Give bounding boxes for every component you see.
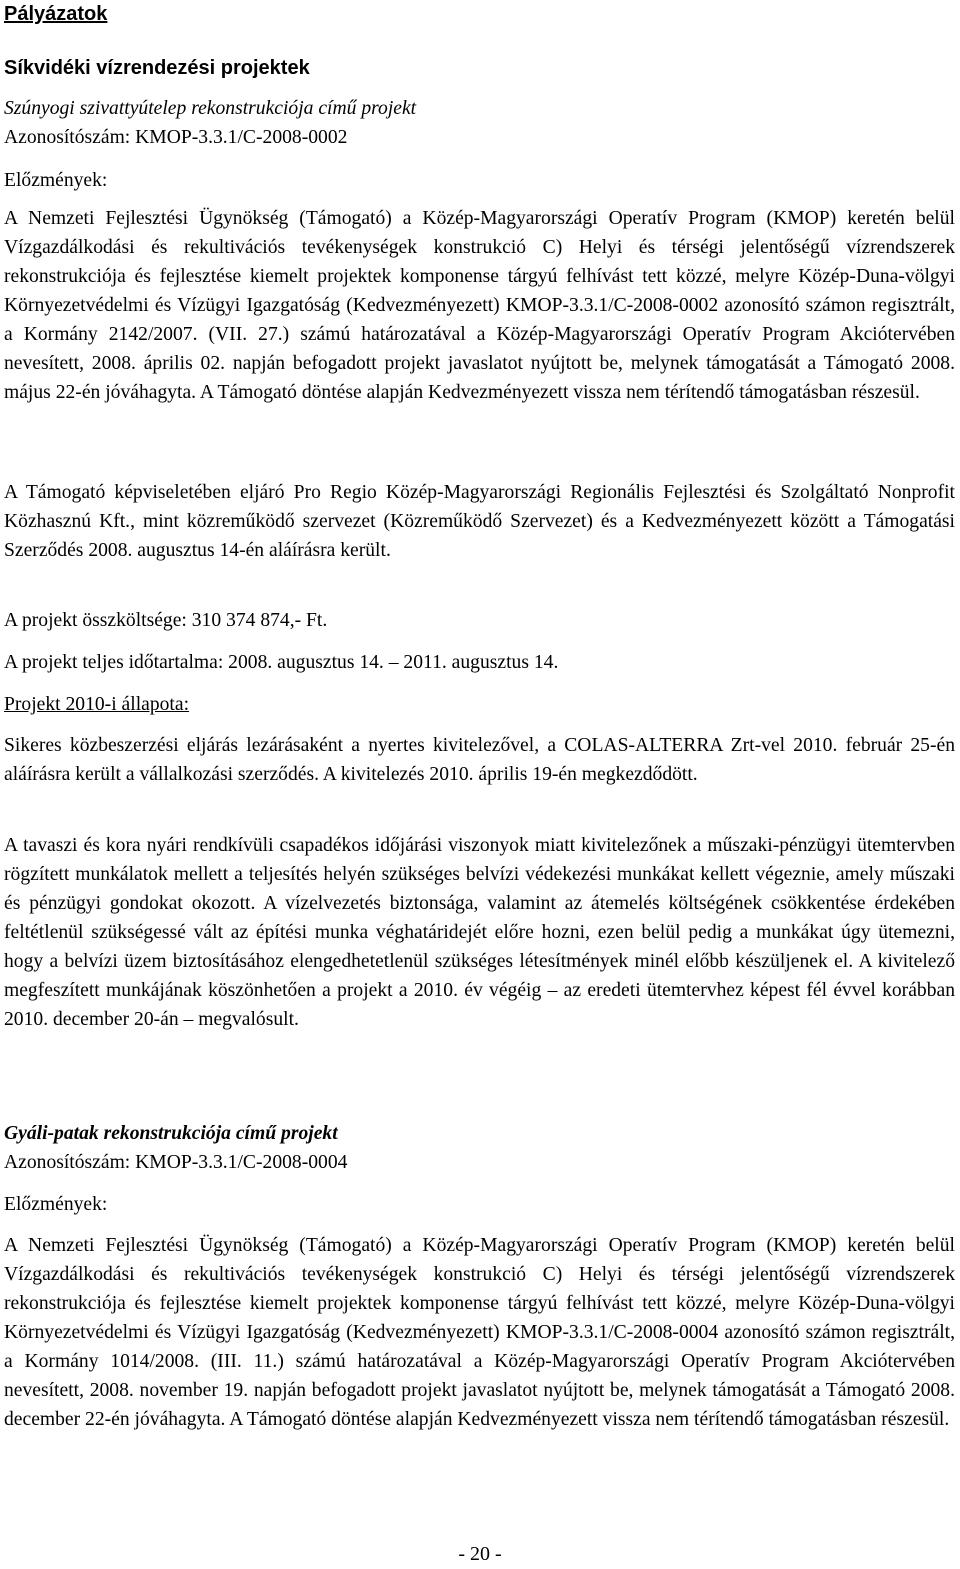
project1-total-cost: A projekt összköltsége: 310 374 874,- Ft.	[4, 610, 328, 631]
page-number: - 20 -	[458, 1543, 502, 1565]
project1-title: Szúnyogi szivattyútelep rekonstrukciója című projekt	[4, 98, 417, 119]
project1-antecedents-label: Előzmények:	[4, 170, 108, 191]
project1-paragraph1: A Nemzeti Fejlesztési Ügynökség (Támogató) a Közép-Magyarországi Operatív Program (KMOP) keretén belül Vízgazdálkodási és rekultivációs tevékenységek konstrukció C) Helyi és térségi jelentőségű vízrendszerek rekonstrukciója és fejlesztése kiemelt projektek komponense tárgyú felhívást tett közzé, melyre Közép-Duna-völgyi Környezetvédelmi és Vízügyi Igazgatóság (Kedvezményezett) KMOP-3.3.1/C-2008-0002 azonosító számon regisztrált, a Kormány 2142/2007. (VII. 27.) számú határozatával a Közép-Magyarországi Operatív Program Akciótervében nevesített, 2008. április 02. napján befogadott projekt javaslatot nyújtott be, melynek támogatását a Támogató 2008. május 22-én jóváhagyta. A Támogató döntése alapján Kedvezményezett vissza nem térítendő támogatásban részesül.	[4, 208, 955, 403]
project1-paragraph2: A Támogató képviseletében eljáró Pro Regio Közép-Magyarországi Regionális Fejlesztési és Szolgáltató Nonprofit Közhasznú Kft., mint közreműködő szervezet (Közreműködő Szervezet) és a Kedvezményezett között a Támogatási Szerződés 2008. augusztus 14-én aláírásra került.	[4, 482, 955, 561]
project2-antecedents-label: Előzmények:	[4, 1194, 108, 1215]
project2-id: Azonosítószám: KMOP-3.3.1/C-2008-0004	[4, 1152, 348, 1173]
page-heading: Pályázatok	[4, 3, 108, 25]
project2-paragraph1: A Nemzeti Fejlesztési Ügynökség (Támogató) a Közép-Magyarországi Operatív Program (KMOP) keretén belül Vízgazdálkodási és rekultivációs tevékenységek konstrukció C) Helyi és térségi jelentőségű vízrendszerek rekonstrukciója és fejlesztése kiemelt projektek komponense tárgyú felhívást tett közzé, melyre Közép-Duna-völgyi Környezetvédelmi és Vízügyi Igazgatóság (Kedvezményezett) KMOP-3.3.1/C-2008-0004 azonosító számon regisztrált, a Kormány 1014/2008. (III. 11.) számú határozatával a Közép-Magyarországi Operatív Program Akciótervében nevesített, 2008. november 19. napján befogadott projekt javaslatot nyújtott be, melynek támogatását a Támogató 2008. december 22-én jóváhagyta. A Támogató döntése alapján Kedvezményezett vissza nem térítendő támogatásban részesül.	[4, 1235, 955, 1430]
project1-status-label: Projekt 2010-i állapota:	[4, 694, 190, 715]
project1-status-paragraph2: A tavaszi és kora nyári rendkívüli csapadékos időjárási viszonyok miatt kivitelezőnek a műszaki-pénzügyi ütemtervben rögzített munkálatok mellett a teljesítés helyén szükséges belvízi védekezési munkákat kellett végeznie, amely műszaki és pénzügyi gondokat okozott. A vízelvezetés biztonsága, valamint az átemelés költségének csökkentése érdekében feltétlenül szükségessé vált az építési munka véghatáridejét előre hozni, ezen belül pedig a munkákat úgy ütemezni, hogy a belvízi üzem biztosításához elengedhetetlenül szükséges létesítmények minél előbb készüljenek el. A kivitelező megfeszített munkájának köszönhetően a projekt a 2010. év végéig – az eredeti ütemtervhez képest fél évvel korábban 2010. december 20-án – megvalósult.	[4, 835, 955, 1030]
project1-id: Azonosítószám: KMOP-3.3.1/C-2008-0002	[4, 127, 348, 148]
project2-header	[4, 1119, 955, 1177]
project1-status-paragraph1: Sikeres közbeszerzési eljárás lezárásaként a nyertes kivitelezővel, a COLAS-ALTERRA Zrt-vel 2010. február 25-én aláírásra került a vállalkozási szerződés. A kivitelezés 2010. április 19-én megkezdődött.	[4, 735, 955, 785]
project2-title: Gyáli-patak rekonstrukciója című projekt	[4, 1123, 338, 1144]
project1-duration: A projekt teljes időtartalma: 2008. augusztus 14. – 2011. augusztus 14.	[4, 652, 559, 673]
section-heading: Síkvidéki vízrendezési projektek	[4, 57, 310, 79]
project1-header	[4, 94, 955, 152]
